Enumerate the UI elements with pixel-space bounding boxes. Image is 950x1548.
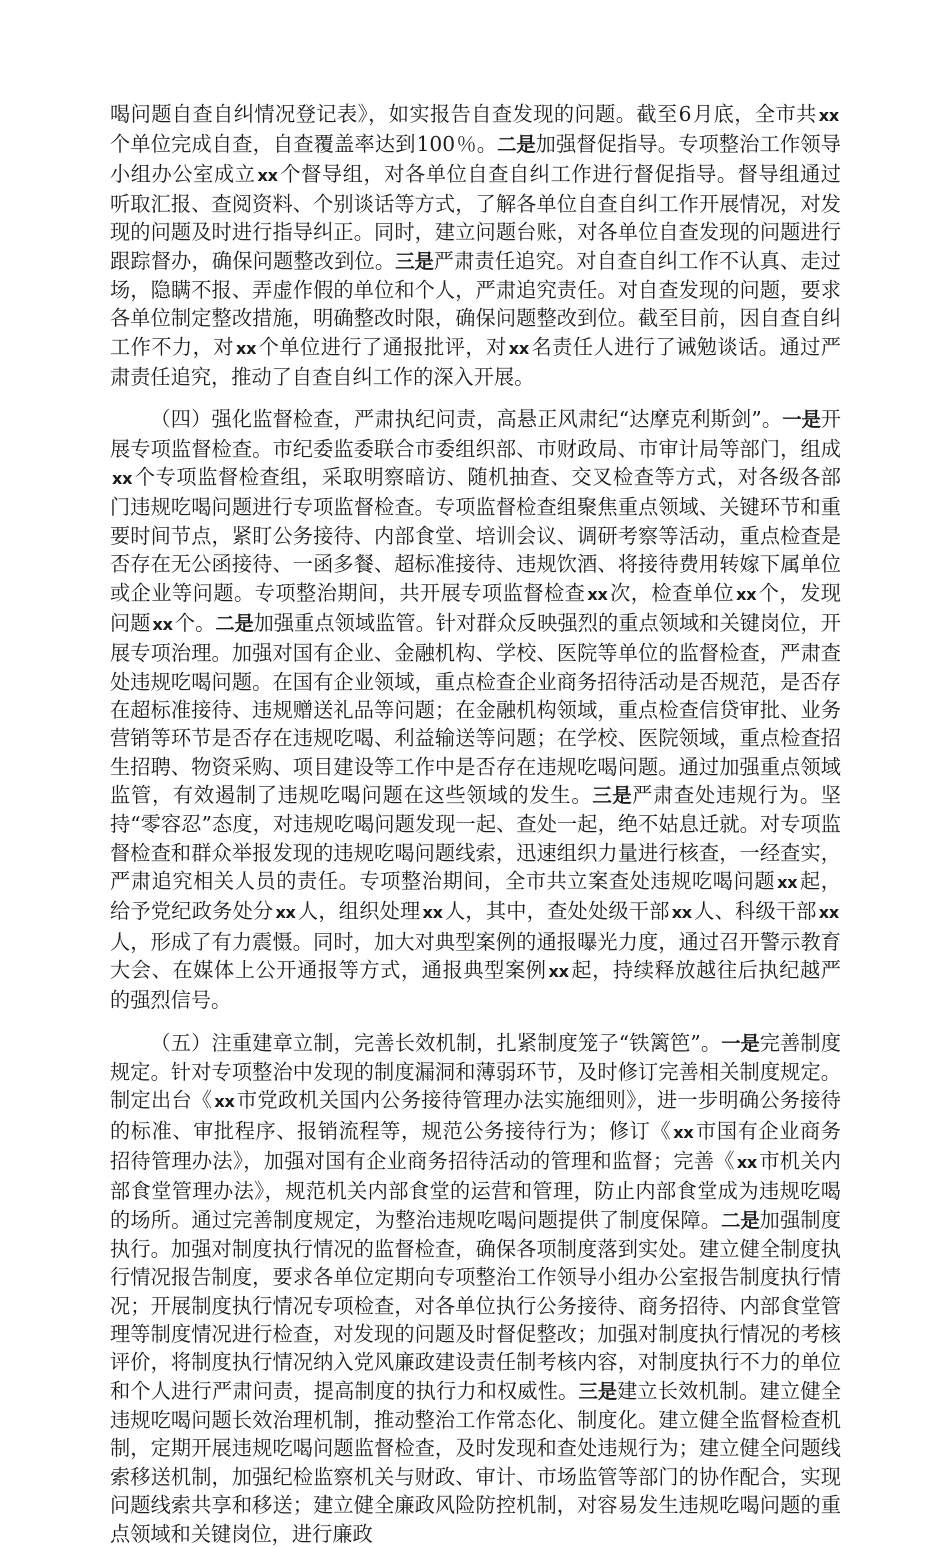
emphasis-marker: 一是 (782, 408, 821, 432)
body-text: 开展专项监督检查。市纪委监委联合市委组织部、市财政局、市审计局等部门，组成 (110, 407, 841, 461)
body-text: 人，形成了有力震慑。同时，加大对典型案例的通报曝光力度，通过召开警示教育大会、在媒体上公开通报等方式，通报典型案例 (110, 929, 841, 982)
redacted-placeholder: xx (275, 903, 296, 923)
redacted-placeholder: xx (112, 469, 133, 489)
redacted-placeholder: xx (736, 1153, 758, 1173)
body-text: 市国有企业商务招待管理办法》，加强对国有企业商务招待活动的管理和监督；完善《 (110, 1118, 841, 1174)
body-text: 个督导组，对各单位自查自纠工作进行督促指导。督导组通过听取汇报、查阅资料、个别谈话等方式，了解各单位自查自纠工作开展情况，对发现的问题及时进行指导纠正。同时，建立问题台账，对各单位自查发现的问题进行跟踪督办，确保问题整改到位。 (110, 161, 841, 273)
redacted-placeholder: xx (422, 903, 443, 923)
emphasis-marker: 三是 (592, 783, 633, 807)
body-text: 市机关内部食堂管理办法》，规范机关内部食堂的运营和管理，防止内部食堂成为违规吃喝的场所。通过完善制度规定，为整治违规吃喝问题提供了制度保障。 (110, 1149, 841, 1232)
body-text: 人、科级干部 (693, 899, 817, 924)
body-text: 加强督促指导。专项整治工作领导小组办公室成立 (110, 132, 841, 186)
paragraph (110, 100, 841, 391)
body-text: （五）注重建章立制，完善长效机制，扎紧制度笼子“铁篱笆”。 (150, 1030, 722, 1055)
body-text: 人，其中，查处处级干部 (444, 899, 670, 924)
redacted-placeholder: xx (818, 903, 839, 923)
redacted-placeholder: xx (257, 165, 278, 185)
body-text: 个专项监督检查组，采取明察暗访、随机抽查、交叉检查等方式，对各级各部门违规吃喝问题进行专项监督检查。专项监督检查组聚焦重点领域、关键环节和重要时间节点，紧盯公务接待、内部食堂、培训会议、调研考察等活动，重点检查是否存在无公函接待、一函多餐、超标准接待、违规饮酒、将接待费用转嫁下属单位或企业等问题。专项整治期间，共开展专项监督检查 (110, 465, 841, 605)
redacted-placeholder: xx (736, 584, 757, 604)
redacted-placeholder: xx (152, 614, 173, 634)
body-text: 严肃责任追究。对自查自纠工作不认真、走过场，隐瞒不报、弄虚作假的单位和个人，严肃追究责任。对自查发现的问题，要求各单位制定整改措施，明确整改时限，确保问题整改到位。截至目前，因自查自纠工作不力，对 (110, 248, 841, 359)
redacted-placeholder: xx (671, 903, 692, 923)
body-text: 建立长效机制。建立健全违规吃喝问题长效治理机制，推动整治工作常态化、制度化。建立健全监督检查机制，定期开展违规吃喝问题监督检查，及时发现和查处违规行为；建立健全问题线索移送机制，加强纪检监察机关与财政、审计、市场监管等部门的协作配合，实现问题线索共享和移送；建立健全廉政风险防控机制，对容易发生违规吃喝问题的重点领域和关键岗位，进行廉政 (110, 1378, 841, 1546)
redacted-placeholder: xx (214, 1092, 235, 1112)
document-text-body (110, 100, 841, 1548)
body-text: 个，发现问题 (110, 580, 841, 635)
redacted-placeholder: xx (587, 584, 608, 604)
body-text: 市党政机关国内公务接待管理办法实施细则》，进一步明确公务接待的标准、审批程序、报销流程等，规范公务接待行为；修订《 (110, 1088, 841, 1143)
body-text: 加强制度执行。加强对制度执行情况的监督检查，确保各项制度落到实处。建立健全制度执行情况报告制度，要求各单位定期向专项整治工作领导小组办公室报告制度执行情况；开展制度执行情况专项检查，对各单位执行公务接待、商务招待、内部食堂管理等制度情况进行检查，对发现的问题及时督促整改；加强对制度执行情况的考核评价，将制度执行情况纳入党风廉政建设责任制考核内容，对制度执行不力的单位和个人进行严肃问责，提高制度的执行力和权威性。 (110, 1207, 841, 1403)
body-text: 名责任人进行了诫勉谈话。通过严肃责任追究，推动了自查自纠工作的深入开展。 (110, 334, 841, 390)
body-text: 次，检查单位 (609, 580, 735, 605)
body-text: 个。 (174, 610, 216, 635)
paragraph (110, 405, 841, 1014)
body-text: 喝问题自查自纠情况登记表》，如实报告自查发现的问题。截至 (110, 102, 678, 126)
body-text: 人，组织处理 (297, 899, 421, 924)
redacted-placeholder: xx (508, 338, 529, 358)
redacted-placeholder: xx (548, 961, 569, 981)
emphasis-marker: 二是 (721, 1208, 760, 1232)
body-text: 月底，全市共 (692, 102, 817, 126)
paragraph (110, 1029, 841, 1548)
body-text: 加强重点领域监管。针对群众反映强烈的重点领域和关键岗位，开展专项治理。加强对国有企业、金融机构、学校、医院等单位的监督检查，严肃查处违规吃喝问题。在国有企业领域，重点检查企业商务招待活动是否规范，是否存在超标准接待、违规赠送礼品等问题；在金融机构领域，重点检查信贷审批、业务营销等环节是否存在违规吃喝、利益输送等问题；在学校、医院领域，重点检查招生招聘、物资采购、项目建设等工作中是否存在违规吃喝问题。通过加强重点领域监管，有效遏制了违规吃喝问题在这些领域的发生。 (110, 610, 841, 807)
emphasis-marker: 二是 (215, 611, 254, 635)
body-text: 起，给予党纪政务处分 (110, 868, 841, 924)
numeric-value: 6 (678, 102, 692, 126)
emphasis-marker: 三是 (578, 1379, 618, 1403)
emphasis-marker: 二是 (497, 133, 536, 157)
emphasis-marker: 三是 (395, 249, 434, 273)
body-text: 完善制度规定。针对专项整治中发现的制度漏洞和薄弱环节，及时修订完善相关制度规定。制定出台《 (110, 1030, 841, 1113)
body-text: 个单位进行了通报批评，对 (258, 334, 507, 359)
body-text: ％。 (456, 132, 498, 157)
redacted-placeholder: xx (777, 872, 798, 892)
redacted-placeholder: xx (673, 1122, 694, 1142)
body-text: 个单位完成自查，自查覆盖率达到 (110, 132, 416, 157)
body-text: 严肃查处违规行为。坚持“零容忍”态度，对违规吃喝问题发现一起、查处一起，绝不姑息迁就。对专项监督检查和群众举报发现的违规吃喝问题线索，迅速组织力量进行核查，一经查实，严肃追究相关人员的责任。专项整治期间，全市共立案查处违规吃喝问题 (110, 782, 842, 893)
redacted-placeholder: xx (236, 338, 257, 358)
body-text: （四）强化监督检查，严肃执纪问责，高悬正风肃纪“达摩克利斯剑”。 (150, 407, 783, 432)
emphasis-marker: 一是 (721, 1031, 760, 1055)
numeric-value: 100 (416, 132, 456, 157)
redacted-placeholder: xx (818, 106, 839, 125)
body-text: 起，持续释放越往后执纪越严的强烈信号。 (110, 957, 841, 1013)
